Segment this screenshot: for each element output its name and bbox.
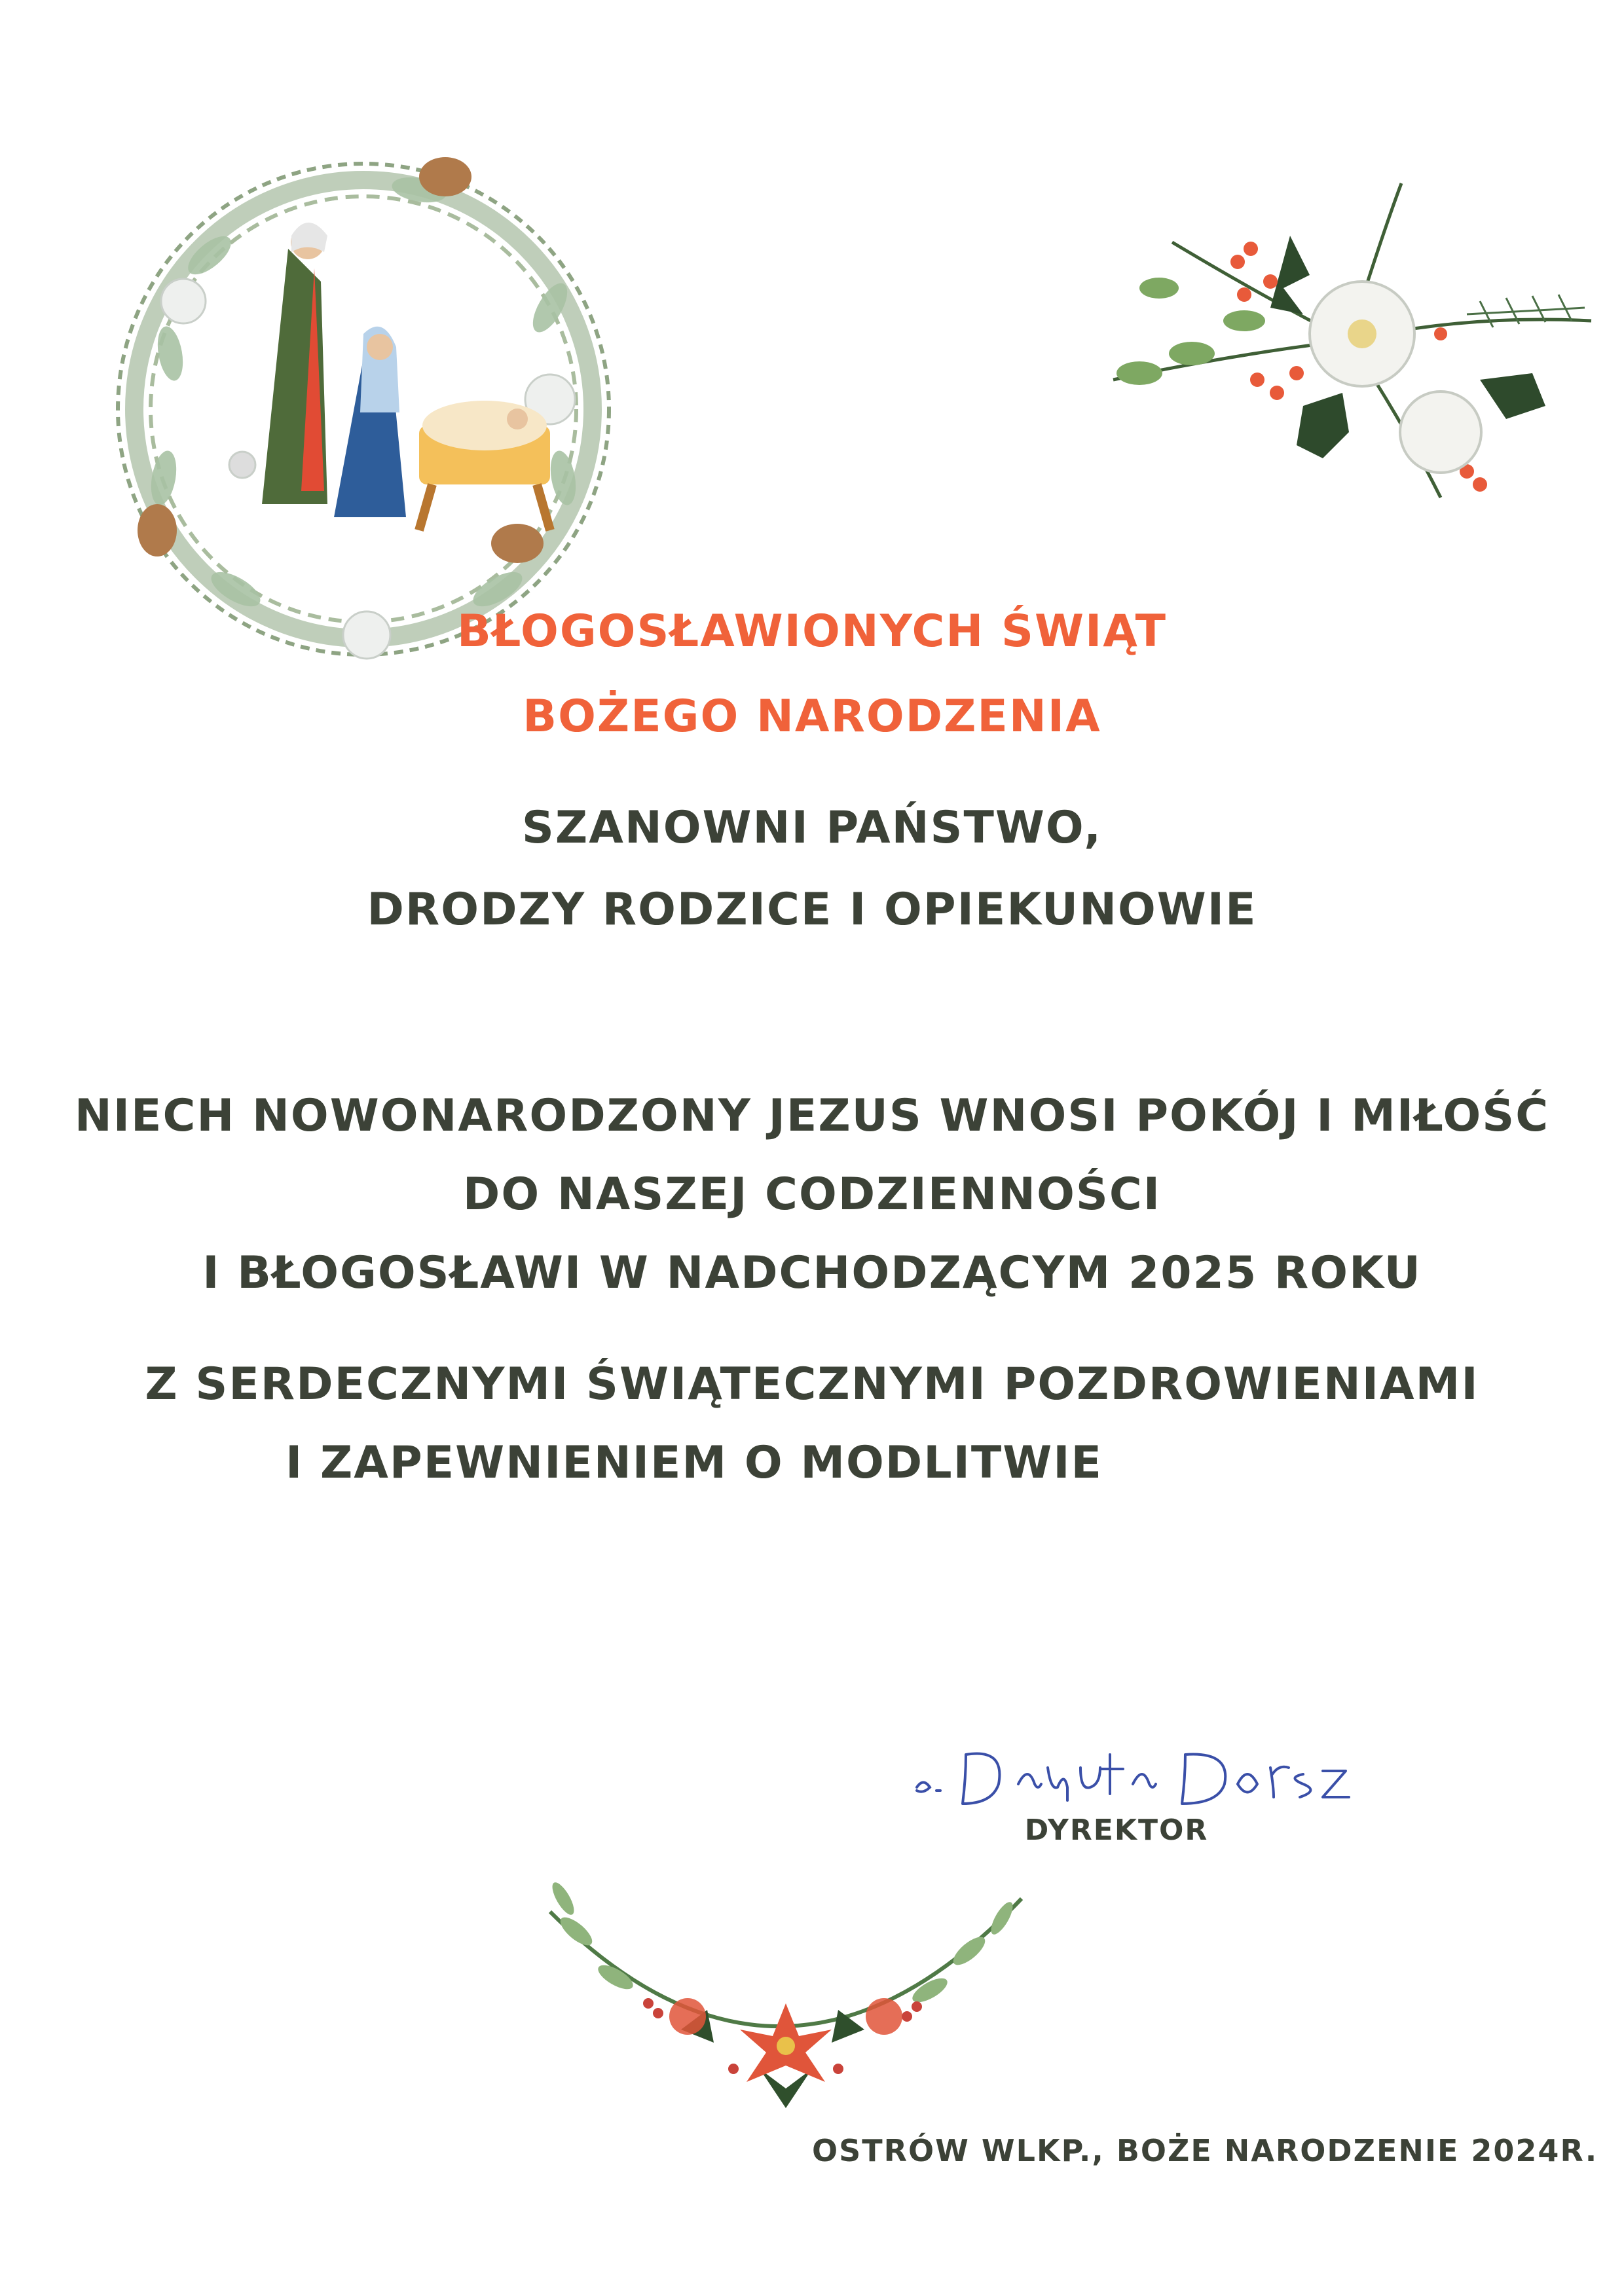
- greeting-line-2: BOŻEGO NARODZENIA: [523, 691, 1101, 742]
- closing-line-2: I ZAPEWNIENIEM O MODLITWIE: [285, 1437, 1103, 1489]
- greeting-line-1: BŁOGOSŁAWIONYCH ŚWIĄT: [456, 606, 1168, 657]
- wishes-line-2: DO NASZEJ CODZIENNOŚCI: [462, 1169, 1162, 1220]
- salutation-line-2: DRODZY RODZICE I OPIEKUNOWIE: [367, 884, 1257, 936]
- poinsettia-garland-illustration: [537, 1872, 1035, 2121]
- closing-line-1: Z SERDECZNYMI ŚWIĄTECZNYMI POZDROWIENIAMI: [145, 1358, 1479, 1410]
- floral-bouquet-illustration: [1074, 157, 1598, 537]
- wishes-line-1: NIECH NOWONARODZONY JEZUS WNOSI POKÓJ I MIŁOŚĆ: [74, 1090, 1550, 1142]
- nativity-wreath-illustration: [92, 137, 635, 681]
- signature-title: DYREKTOR: [1024, 1813, 1209, 1847]
- place-and-date: OSTRÓW WLKP., BOŻE NARODZENIE 2024R.: [812, 2133, 1598, 2168]
- wishes-line-3: I BŁOGOSŁAWI W NADCHODZĄCYM 2025 ROKU: [202, 1247, 1422, 1299]
- salutation-line-1: SZANOWNI PAŃSTWO,: [521, 802, 1103, 854]
- handwritten-signature: [904, 1728, 1375, 1820]
